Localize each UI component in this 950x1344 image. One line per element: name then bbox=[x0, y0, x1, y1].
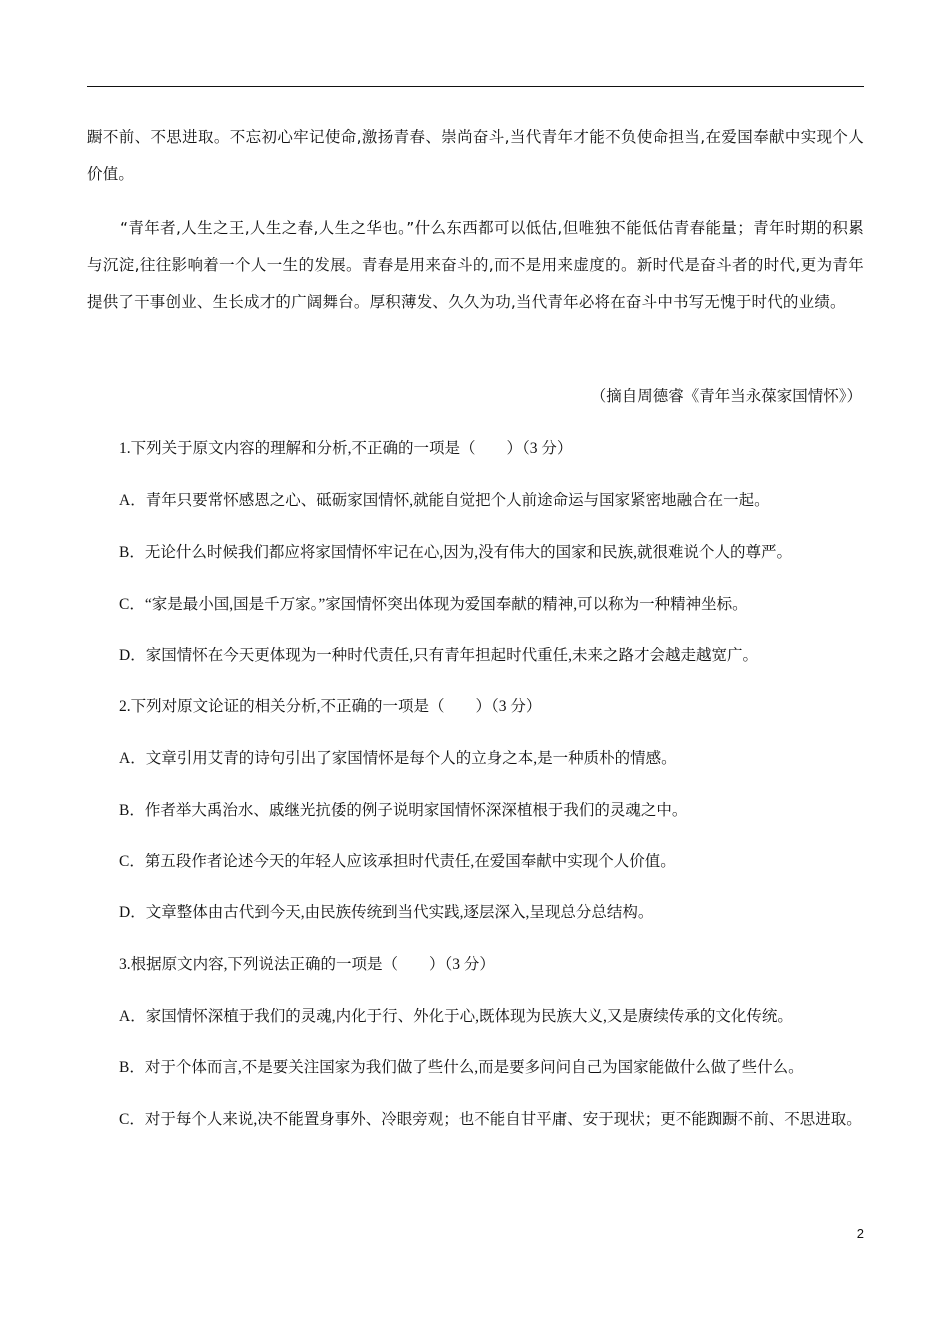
passage-paragraph-1: 蹰不前、不思进取。不忘初心牢记使命,激扬青春、崇尚奋斗,当代青年才能不负使命担当,在爱国奉献中实现个人价值。 bbox=[87, 128, 864, 183]
question-1-option-d: D．家国情怀在今天更体现为一种时代责任,只有青年担起时代重任,未来之路才会越走越宽广。 bbox=[119, 647, 758, 664]
question-3-option-c: C．对于每个人来说,决不能置身事外、冷眼旁观；也不能自甘平庸、安于现状；更不能踟蹰不前、不思进取。 bbox=[119, 1111, 862, 1128]
passage-paragraph-2: “青年者,人生之王,人生之春,人生之华也。”什么东西都可以低估,但唯独不能低估青春能量；青年时期的积累与沉淀,往往影响着一个人一生的发展。青春是用来奋斗的,而不是用来虚度的。新时代是奋斗者的时代,更为青年提供了干事创业、生长成才的广阔舞台。厚积薄发、久久为功,当代青年必将在奋斗中书写无愧于时代的业绩。 bbox=[87, 219, 864, 311]
header-rule bbox=[87, 86, 864, 87]
passage-source: （摘自周德睿《青年当永葆家国情怀》） bbox=[590, 388, 862, 405]
question-2-option-a: A．文章引用艾青的诗句引出了家国情怀是每个人的立身之本,是一种质朴的情感。 bbox=[119, 750, 677, 767]
question-1-option-b: B．无论什么时候我们都应将家国情怀牢记在心,因为,没有伟大的国家和民族,就很难说个人的尊严。 bbox=[119, 544, 792, 561]
question-3-stem: 3.根据原文内容,下列说法正确的一项是（ ）（3 分） bbox=[119, 956, 495, 973]
question-2-option-b: B．作者举大禹治水、戚继光抗倭的例子说明家国情怀深深植根于我们的灵魂之中。 bbox=[119, 802, 688, 819]
question-3-option-b: B．对于个体而言,不是要关注国家为我们做了些什么,而是要多问问自己为国家能做什么做了些什么。 bbox=[119, 1059, 804, 1076]
question-2-option-d: D．文章整体由古代到今天,由民族传统到当代实践,逐层深入,呈现总分总结构。 bbox=[119, 904, 654, 921]
question-3-option-a: A．家国情怀深植于我们的灵魂,内化于行、外化于心,既体现为民族大义,又是赓续传承的文化传统。 bbox=[119, 1008, 793, 1025]
page-number: 2 bbox=[856, 1226, 864, 1241]
question-1-stem: 1.下列关于原文内容的理解和分析,不正确的一项是（ ）（3 分） bbox=[119, 440, 573, 457]
question-1-option-c: C．“家是最小国,国是千万家。”家国情怀突出体现为爱国奉献的精神,可以称为一种精神坐标。 bbox=[119, 596, 748, 613]
question-2-option-c: C．第五段作者论述今天的年轻人应该承担时代责任,在爱国奉献中实现个人价值。 bbox=[119, 853, 676, 870]
question-2-stem: 2.下列对原文论证的相关分析,不正确的一项是（ ）（3 分） bbox=[119, 698, 542, 715]
question-1-option-a: A．青年只要常怀感恩之心、砥砺家国情怀,就能自觉把个人前途命运与国家紧密地融合在一起。 bbox=[119, 492, 770, 509]
